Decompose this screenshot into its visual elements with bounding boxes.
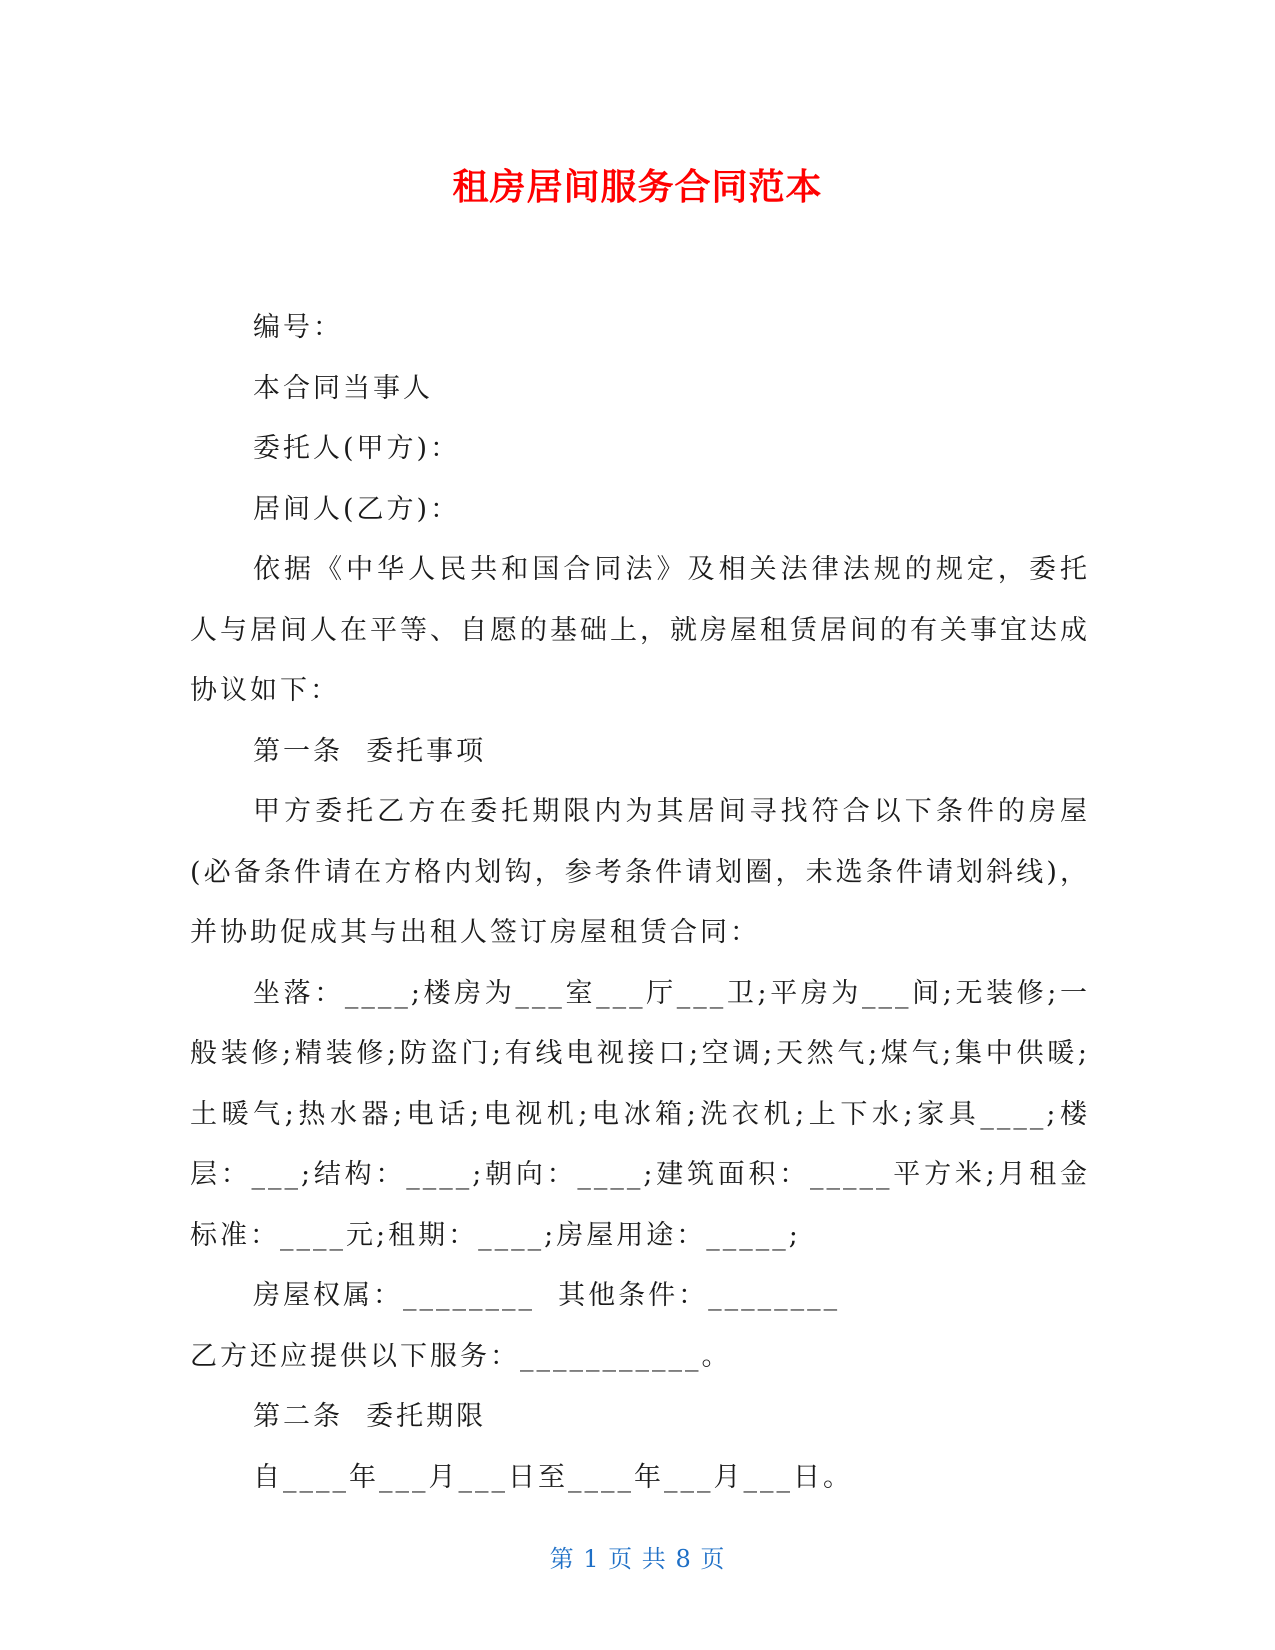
article-1-heading: 第一条 委托事项: [253, 735, 487, 767]
document-body: [190, 298, 1090, 1508]
ownership-line: 房屋权属：________ 其他条件：________: [253, 1280, 841, 1311]
party-a-line: 委托人(甲方)：: [253, 433, 461, 464]
page-number-footer: 第 1 页 共 8 页: [549, 1545, 726, 1573]
property-conditions-paragraph: 坐落：____;楼房为___室___厅___卫;平房为___间;无装修;一般装修;精装修;防盗门;有线电视接口;空调;天然气;煤气;集中供暖;土暖气;热水器;电话;电视机;电冰箱;洗衣机;上下水;家具____;楼层：___;结构：____;朝向：____;建筑面积：_____平方米;月租金标准：____元;租期：____;房屋用途：_____;: [190, 977, 1090, 1251]
article-2-heading: 第二条 委托期限: [253, 1401, 487, 1432]
contract-number-line: 编号：: [253, 312, 343, 343]
article-1-paragraph: 甲方委托乙方在委托期限内为其居间寻找符合以下条件的房屋(必备条件请在方格内划钩，参考条件请划圈，未选条件请划斜线)，并协助促成其与出租人签订房屋租赁合同：: [190, 796, 1090, 948]
party-b-line: 居间人(乙方)：: [253, 493, 461, 525]
additional-services-line: 乙方还应提供以下服务：___________。: [190, 1340, 732, 1372]
parties-heading: 本合同当事人: [253, 372, 433, 404]
term-dates-line: 自____年___月___日至____年___月___日。: [253, 1461, 853, 1493]
document-title: 租房居间服务合同范本: [452, 167, 823, 208]
preamble-paragraph: 依据《中华人民共和国合同法》及相关法律法规的规定，委托人与居间人在平等、自愿的基础上，就房屋租赁居间的有关事宜达成协议如下：: [190, 554, 1090, 706]
